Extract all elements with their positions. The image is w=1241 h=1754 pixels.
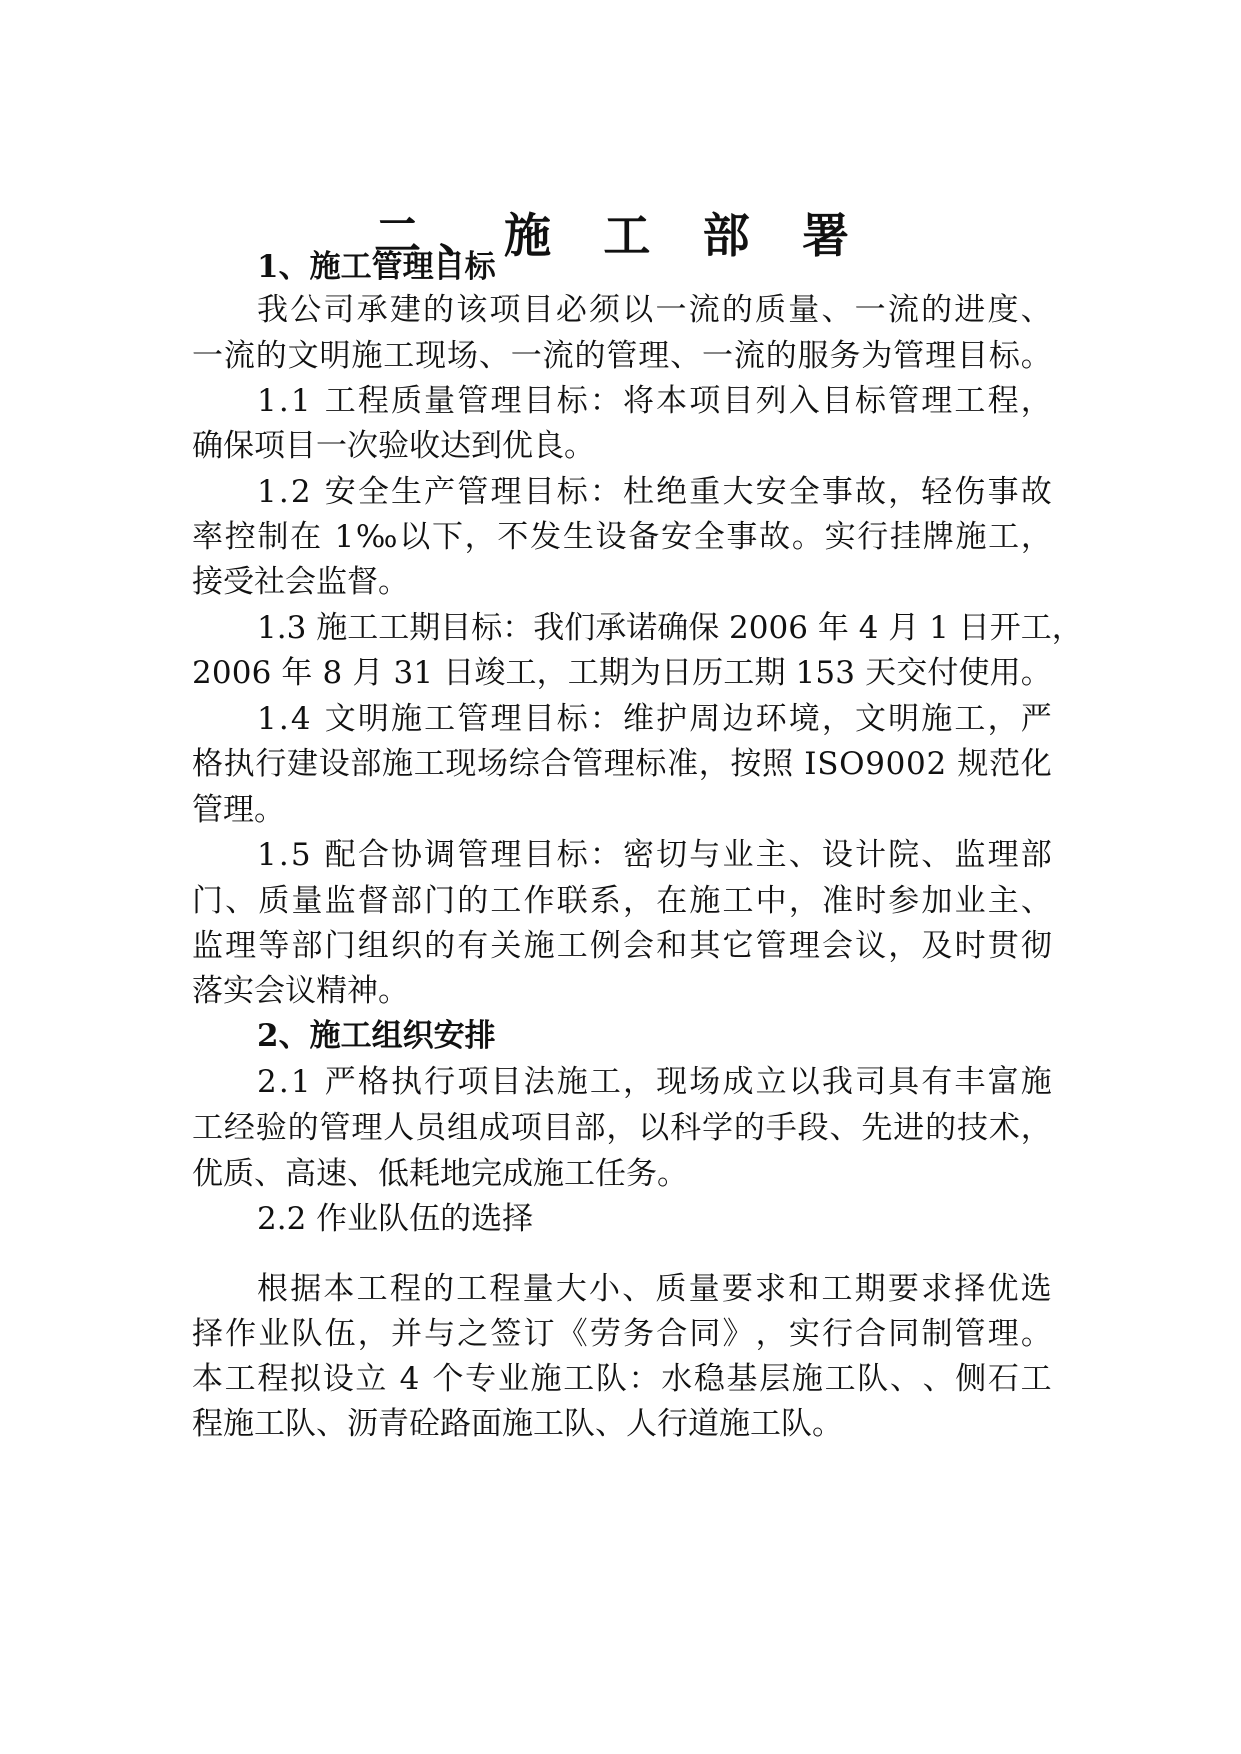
- paragraph-line: 1 . 1 工 程 质 量 管 理 目 标 ： 将 本 项 目 列 入 目 标 管 理 工 程 ，: [257, 383, 1052, 419]
- paragraph-line: 确保项目一次验收达到优良。: [192, 428, 595, 464]
- paragraph-line: 管理。: [192, 792, 285, 828]
- section-heading-management-goals: 1、施工管理目标: [257, 249, 496, 285]
- paragraph-line: 1 . 2 安 全 生 产 管 理 目 标 ： 杜 绝 重 大 安 全 事 故 ， 轻 伤 事 故: [257, 474, 1052, 510]
- section-heading-organization: 2、施工组织安排: [257, 1018, 496, 1054]
- paragraph-line: 1 . 4 文 明 施 工 管 理 目 标 ： 维 护 周 边 环 境 ， 文 明 施 工 ， 严: [257, 701, 1052, 737]
- paragraph-line: 接受社会监督。: [192, 564, 409, 600]
- paragraph-line: 一 流 的 文 明 施 工 现 场 、 一 流 的 管 理 、 一 流 的 服 务 为 管 理 目 标 。: [192, 338, 1052, 374]
- paragraph-line: 格 执 行 建 设 部 施 工 现 场 综 合 管 理 标 准 ， 按 照 I S O 9 0 0 2 规 范 化: [192, 746, 1052, 782]
- paragraph-line: 监 理 等 部 门 组 织 的 有 关 施 工 例 会 和 其 它 管 理 会 议 ， 及 时 贯 彻: [192, 928, 1052, 964]
- paragraph-line: 优质、高速、低耗地完成施工任务。: [192, 1156, 688, 1192]
- page-title: 二、施 工 部 署: [373, 209, 868, 264]
- paragraph-line: 1 . 5 配 合 协 调 管 理 目 标 ： 密 切 与 业 主 、 设 计 院 、 监 理 部: [257, 837, 1052, 873]
- paragraph-line: 我 公 司 承 建 的 该 项 目 必 须 以 一 流 的 质 量 、 一 流 的 进 度 、: [257, 292, 1052, 328]
- paragraph-line: 落实会议精神。: [192, 973, 409, 1009]
- paragraph-line: 程施工队、沥青砼路面施工队、人行道施工队。: [192, 1406, 843, 1442]
- paragraph-line: 2 0 0 6 年 8 月 3 1 日 竣 工 ， 工 期 为 日 历 工 期 1 5 3 天 交 付 使 用 。: [192, 655, 1052, 691]
- paragraph-line: 2 . 1 严 格 执 行 项 目 法 施 工 ， 现 场 成 立 以 我 司 具 有 丰 富 施: [257, 1064, 1052, 1100]
- paragraph-line: 率 控 制 在 1 ‰ 以 下 ， 不 发 生 设 备 安 全 事 故 。 实 行 挂 牌 施 工 ，: [192, 519, 1052, 555]
- paragraph-line: 择 作 业 队 伍 ， 并 与 之 签 订 《 劳 务 合 同 》 ， 实 行 合 同 制 管 理 。: [192, 1316, 1052, 1352]
- paragraph-line: 工 经 验 的 管 理 人 员 组 成 项 目 部 ， 以 科 学 的 手 段 、 先 进 的 技 术 ，: [192, 1110, 1052, 1146]
- paragraph-line: 本 工 程 拟 设 立 4 个 专 业 施 工 队 ： 水 稳 基 层 施 工 队 、 、 侧 石 工: [192, 1361, 1052, 1397]
- paragraph-line: 根 据 本 工 程 的 工 程 量 大 小 、 质 量 要 求 和 工 期 要 求 择 优 选: [257, 1271, 1052, 1307]
- paragraph-line: 1 . 3 施 工 工 期 目 标 ： 我 们 承 诺 确 保 2 0 0 6 年 4 月 1 日 开 工 ，: [257, 610, 1083, 646]
- paragraph-line: 门 、 质 量 监 督 部 门 的 工 作 联 系 ， 在 施 工 中 ， 准 时 参 加 业 主 、: [192, 883, 1052, 919]
- subheading-team-selection: 2.2 作业队伍的选择: [257, 1201, 534, 1237]
